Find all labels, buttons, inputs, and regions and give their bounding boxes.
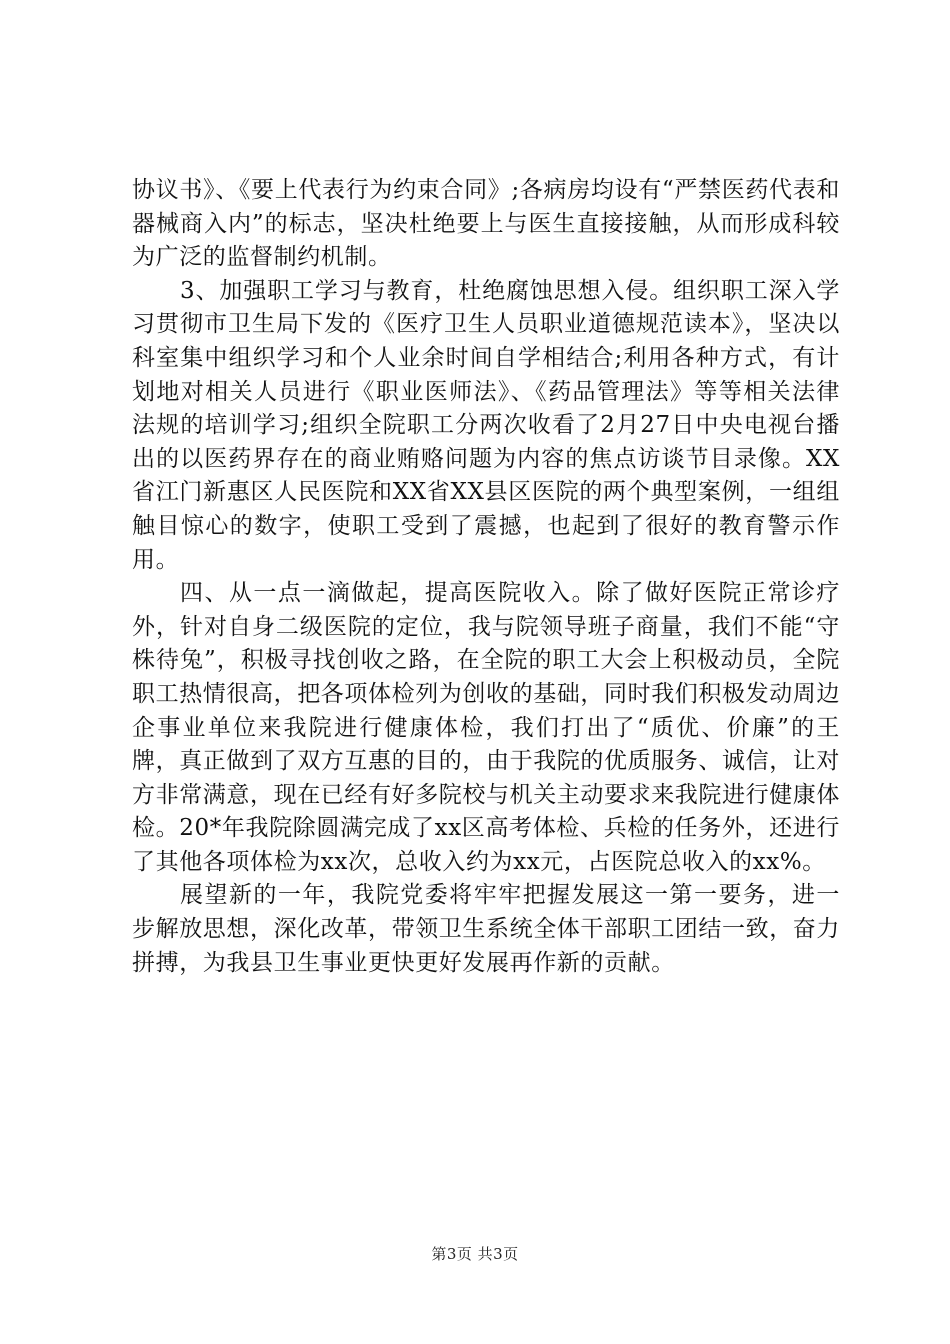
- paragraph-outlook: 展望新的一年，我院党委将牢牢把握发展这一第一要务，进一步解放思想，深化改革，带领卫生系统全体干部职工团结一致，奋力拼搏，为我县卫生事业更快更好发展再作新的贡献。: [132, 882, 840, 976]
- paragraph-staff-education: 3、加强职工学习与教育，杜绝腐蚀思想入侵。组织职工深入学习贯彻市卫生局下发的《医疗卫生人员职业道德规范读本》，坚决以科室集中组织学习和个人业余时间自学相结合;利用各种方式，有计划地对相关人员进行《职业医师法》、《药品管理法》等等相关法律法规的培训学习;组织全院职工分两次收看了2月27日中央电视台播出的以医药界存在的商业贿赂问题为内容的焦点访谈节目录像。XX省江门新惠区人民医院和XX省XX县区医院的两个典型案例，一组组触目惊心的数字，使职工受到了震撼，也起到了很好的教育警示作用。: [132, 277, 840, 573]
- page-number-footer: 第3页 共3页: [431, 1245, 519, 1263]
- paragraph-continuation: 协议书》、《要上代表行为约束合同》;各病房均设有“严禁医药代表和器械商入内”的标志，坚决杜绝要上与医生直接接触，从而形成科较为广泛的监督制约机制。: [132, 177, 840, 271]
- document-body: [132, 174, 840, 980]
- paragraph-hospital-income: 四、从一点一滴做起，提高医院收入。除了做好医院正常诊疗外，针对自身二级医院的定位，我与院领导班子商量，我们不能“守株待兔”，积极寻找创收之路，在全院的职工大会上积极动员，全院职工热情很高，把各项体检列为创收的基础，同时我们积极发动周边企事业单位来我院进行健康体检，我们打出了“质优、价廉”的王牌，真正做到了双方互惠的目的，由于我院的优质服务、诚信，让对方非常满意，现在已经有好多院校与机关主动要求来我院进行健康体检。20*年我院除圆满完成了xx区高考体检、兵检的任务外，还进行了其他各项体检为xx次，总收入约为xx元，占医院总收入的xx%。: [132, 580, 840, 875]
